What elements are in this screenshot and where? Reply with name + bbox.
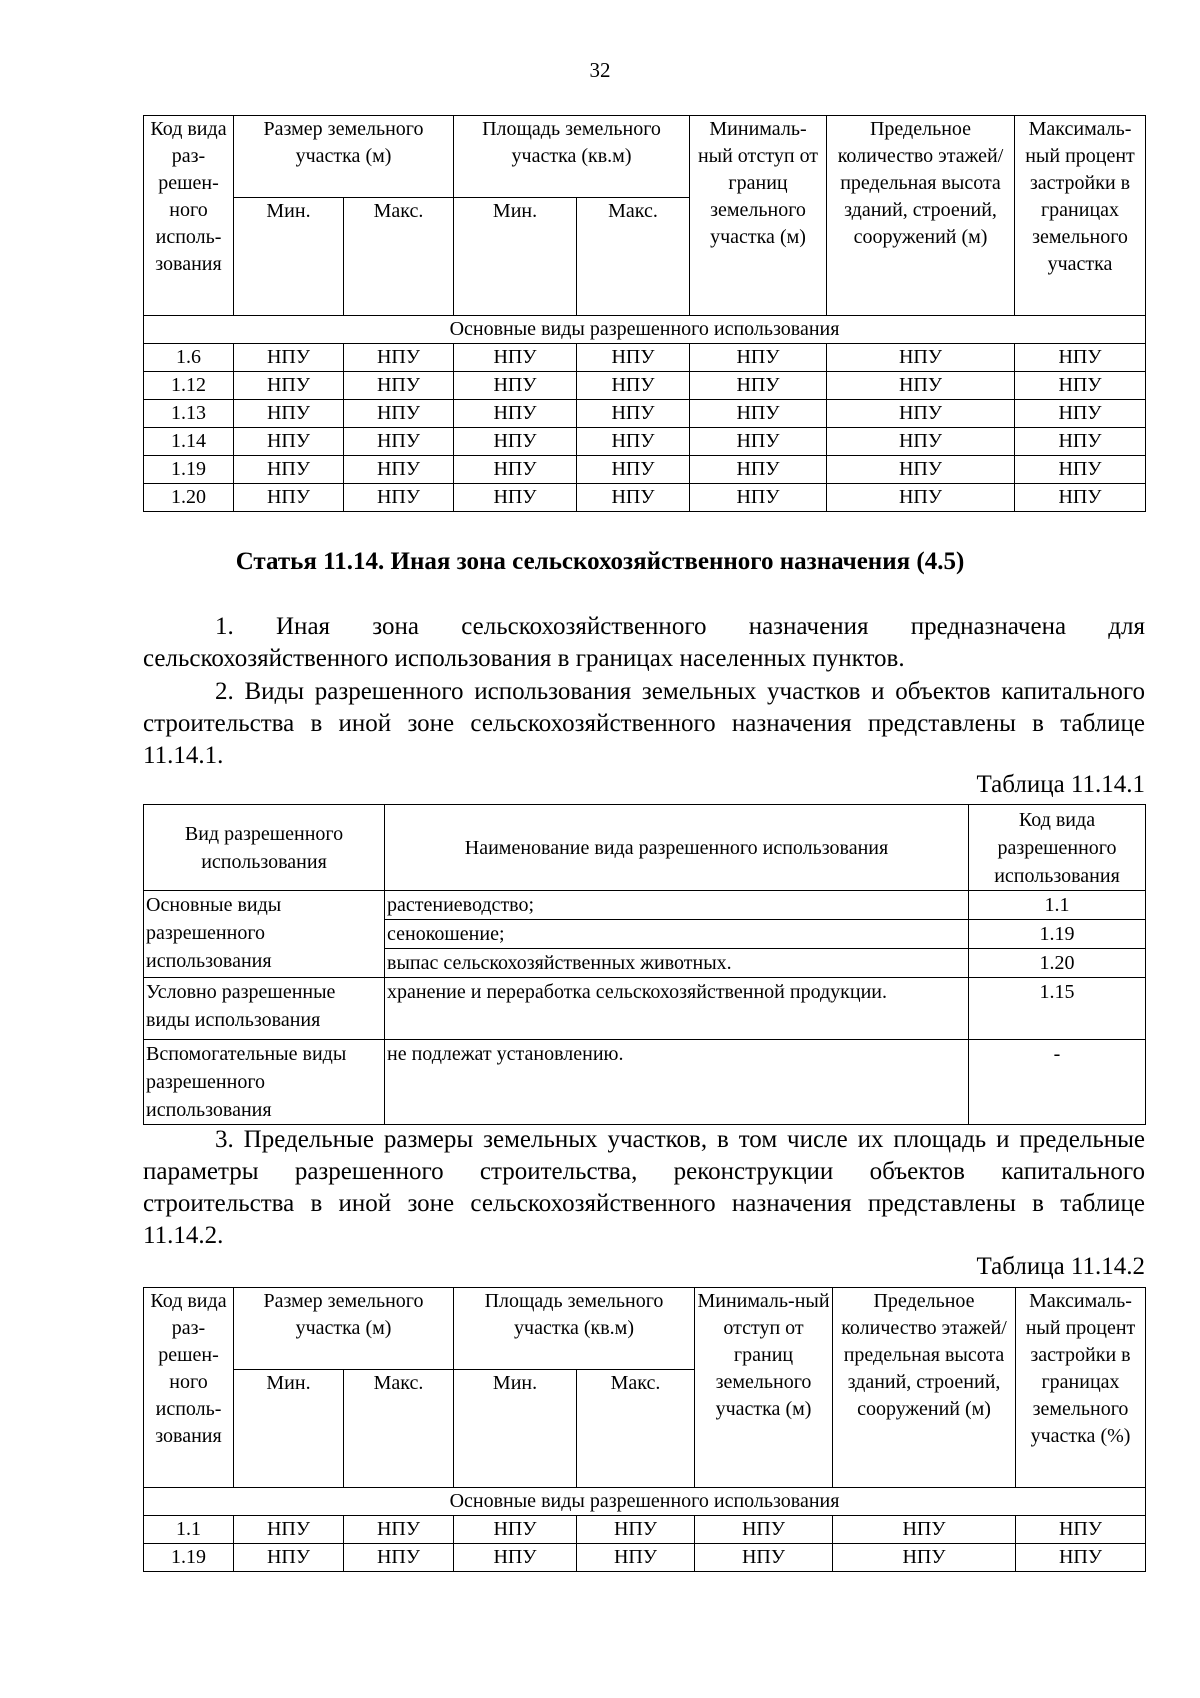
header-code: Код вида разрешенного использования xyxy=(969,805,1146,891)
header-setback: Минималь-ный отступ от границ земельного участка (м) xyxy=(690,116,827,316)
use-code: - xyxy=(969,1040,1146,1125)
parameters-table xyxy=(143,1287,1146,1572)
use-code: 1.20 xyxy=(969,949,1146,978)
header-setback: Минималь-ный отступ от границ земельного участка (м) xyxy=(695,1288,833,1488)
use-name: растениеводство; xyxy=(385,891,969,920)
header-area: Площадь земельного участка (кв.м) xyxy=(454,1288,695,1370)
header-percent: Максималь-ный процент застройки в границах земельного участка (%) xyxy=(1016,1288,1146,1488)
header-size-max: Макс. xyxy=(344,198,454,316)
table-row: 1.20 НПУ НПУ НПУ НПУ НПУ НПУ НПУ xyxy=(144,484,1146,512)
header-size-min: Мин. xyxy=(234,198,344,316)
auxiliary-uses-label: Вспомогательные виды разрешенного использования xyxy=(144,1040,385,1125)
use-name: хранение и переработка сельскохозяйственной продукции. xyxy=(385,978,969,1040)
paragraph-2: 2. Виды разрешенного использования земельных участков и объектов капитального строительства в иной зоне сельскохозяйственного назначения представлены в таблице 11.14.1. xyxy=(143,678,1145,769)
header-area: Площадь земельного участка (кв.м) xyxy=(454,116,690,198)
table-row: 1.19 НПУ НПУ НПУ НПУ НПУ НПУ НПУ xyxy=(144,456,1146,484)
header-floors: Предельное количество этажей/ предельная высота зданий, строений, сооружений (м) xyxy=(833,1288,1016,1488)
table-row: 1.6 НПУ НПУ НПУ НПУ НПУ НПУ НПУ xyxy=(144,344,1146,372)
section-row: Основные виды разрешенного использования xyxy=(144,1488,1146,1516)
header-size-min: Мин. xyxy=(234,1370,344,1488)
header-area-max: Макс. xyxy=(577,1370,695,1488)
header-size: Размер земельного участка (м) xyxy=(234,1288,454,1370)
use-code: 1.19 xyxy=(969,920,1146,949)
table-caption-2: Таблица 11.14.2 xyxy=(976,1253,1145,1280)
use-name: сенокошение; xyxy=(385,920,969,949)
page-number: 32 xyxy=(589,58,611,82)
use-name: выпас сельскохозяйственных животных. xyxy=(385,949,969,978)
table-caption-1: Таблица 11.14.1 xyxy=(976,771,1145,798)
table-row: 1.14 НПУ НПУ НПУ НПУ НПУ НПУ НПУ xyxy=(144,428,1146,456)
header-size: Размер земельного участка (м) xyxy=(234,116,454,198)
header-floors: Предельное количество этажей/ предельная высота зданий, строений, сооружений (м) xyxy=(827,116,1015,316)
table-row: 1.13 НПУ НПУ НПУ НПУ НПУ НПУ НПУ xyxy=(144,400,1146,428)
header-area-min: Мин. xyxy=(454,198,577,316)
use-code: 1.1 xyxy=(969,891,1146,920)
paragraph-1: 1. Иная зона сельскохозяйственного назначения предназначена для сельскохозяйственного использования в границах населенных пунктов. xyxy=(143,613,1145,672)
header-area-max: Макс. xyxy=(577,198,690,316)
header-name: Наименование вида разрешенного использования xyxy=(385,805,969,891)
parameters-table-continued xyxy=(143,115,1146,512)
use-name: не подлежат установлению. xyxy=(385,1040,969,1125)
header-size-max: Макс. xyxy=(344,1370,454,1488)
use-code: 1.15 xyxy=(969,978,1146,1040)
article-heading: Статья 11.14. Иная зона сельскохозяйственного назначения (4.5) xyxy=(235,548,965,575)
header-code: Код вида раз-решен-ного исполь-зования xyxy=(144,1288,234,1488)
section-row: Основные виды разрешенного использования xyxy=(144,316,1146,344)
paragraph-3: 3. Предельные размеры земельных участков, в том числе их площадь и предельные параметры разрешенного строительства, реконструкции объектов капитального строительства в иной зоне сельскохозяйственного назначения представлены в таблице 11.14.2. xyxy=(143,1126,1145,1249)
conditional-uses-label: Условно разрешенные виды использования xyxy=(144,978,385,1040)
header-kind: Вид разрешенного использования xyxy=(144,805,385,891)
header-percent: Максималь-ный процент застройки в границах земельного участка xyxy=(1015,116,1146,316)
header-area-min: Мин. xyxy=(454,1370,577,1488)
table-row: 1.12 НПУ НПУ НПУ НПУ НПУ НПУ НПУ xyxy=(144,372,1146,400)
header-code: Код вида раз-решен-ного исполь-зования xyxy=(144,116,234,316)
main-uses-label: Основные виды разрешенного использования xyxy=(144,891,385,978)
table-row: 1.19 НПУ НПУ НПУ НПУ НПУ НПУ НПУ xyxy=(144,1544,1146,1572)
uses-table xyxy=(143,804,1146,1125)
table-row: 1.1 НПУ НПУ НПУ НПУ НПУ НПУ НПУ xyxy=(144,1516,1146,1544)
